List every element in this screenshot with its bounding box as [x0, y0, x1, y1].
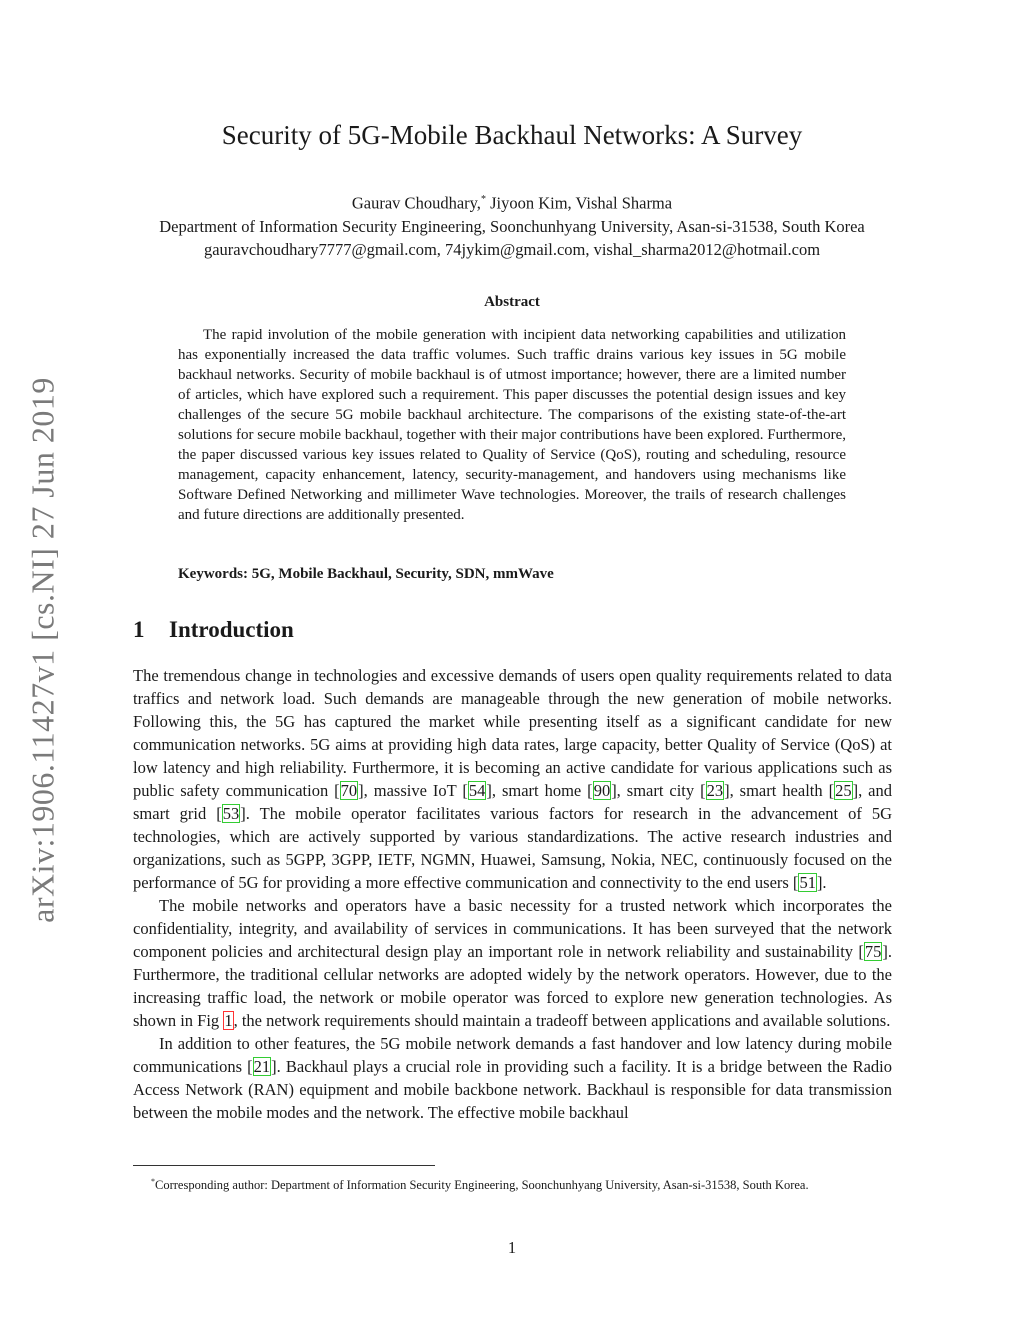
paragraph-2	[133, 894, 892, 1032]
paper-title: Security of 5G-Mobile Backhaul Networks: A Survey	[221, 120, 803, 150]
citation-link[interactable]: 21	[253, 1057, 271, 1076]
text-run: In addition to other features, the 5G mobile network demands a fast handover and low latency during mobile communications [	[133, 1034, 892, 1076]
section-number: 1	[133, 617, 145, 642]
text-run: ], massive IoT [	[358, 781, 468, 800]
footnote-text: Corresponding author: Department of Information Security Engineering, Soonchunhyang University, Asan-si-31538, South Korea.	[155, 1178, 809, 1193]
author-block	[0, 188, 1024, 261]
citation-link[interactable]: 90	[593, 781, 611, 800]
citation-link[interactable]: 25	[835, 781, 852, 800]
abstract-heading: Abstract	[484, 294, 540, 310]
page-number: 1	[507, 1238, 517, 1257]
author-1: Gaurav Choudhary,	[351, 193, 481, 213]
paragraph-1	[133, 664, 892, 894]
text-run: ], and smart grid [	[133, 781, 892, 823]
text-run: ], smart city [	[611, 781, 706, 800]
citation-link[interactable]: 51	[799, 873, 816, 892]
section-heading-introduction	[133, 617, 294, 643]
footnote-mark: *	[151, 1177, 155, 1186]
footnote	[133, 1172, 892, 1195]
text-run: ]. Backhaul plays a crucial role in providing such a facility. It is a bridge between the Radio Access Network (RAN) equipment and mobile backbone network. Backhaul is responsible for data transmission between the mobile modes and the network. The effective mobile backhaul	[133, 1057, 892, 1122]
text-run: ], smart home [	[486, 781, 593, 800]
keywords: Keywords: 5G, Mobile Backhaul, Security, SDN, mmWave	[178, 566, 554, 582]
author-emails: gauravchoudhary7777@gmail.com, 74jykim@gmail.com, vishal_sharma2012@hotmail.com	[203, 239, 821, 259]
author-names	[0, 188, 1024, 215]
footnote-divider	[133, 1165, 435, 1166]
text-run: ]. The mobile operator facilitates various factors for research in the advancement of 5G technologies, which are actively supported by various standardizations. The active research industries and organizations, such as 5GPP, 3GPP, IETF, NGMN, Huawei, Samsung, Nokia, NEC, continuously focused on the performance of 5G for providing a more effective communication and connectivity to the end users [	[133, 804, 893, 892]
text-run: The tremendous change in technologies and excessive demands of users open quality requirements related to data traffics and network load. Such demands are manageable through the new generation of mobile networks. Following this, the 5G has captured the market while presenting itself as a significant candidate for new communication networks. 5G aims at providing high data rates, large capacity, better Quality of Service (QoS) at low latency and high reliability. Furthermore, it is becoming an active candidate for various applications such as public safety communication [	[133, 666, 892, 800]
text-run: ].	[816, 873, 827, 892]
section-title: Introduction	[169, 617, 294, 642]
arxiv-identifier-stamp: arXiv:1906.11427v1 [cs.NI] 27 Jun 2019	[24, 377, 61, 923]
citation-link[interactable]: 75	[864, 942, 882, 961]
paragraph-3	[133, 1032, 892, 1124]
abstract-text: The rapid involution of the mobile generation with incipient data networking capabilities and utilization has exponentially increased the data traffic volumes. Such traffic drains various key issues in 5G mobile backhaul networks. Security of mobile backhaul is of utmost importance; however, there are a limited number of articles, which have explored such a requirement. This paper discusses the potential design issues and key challenges of the secure 5G mobile backhaul architecture. The comparisons of the existing state-of-the-art solutions for secure mobile backhaul, together with their major contributions have been explored. Furthermore, the paper discussed various key issues related to Quality of Service (QoS), routing and scheduling, resource management, capacity enhancement, latency, security-management, and handovers using mechanisms like Software Defined Networking and millimeter Wave technologies. Moreover, the trails of research challenges and future directions are additionally presented.	[178, 327, 846, 523]
text-run: , the network requirements should maintain a tradeoff between applications and available solutions.	[233, 1011, 891, 1030]
figure-reference-link[interactable]: 1	[224, 1011, 233, 1030]
corresponding-author-mark[interactable]: *	[480, 194, 486, 205]
text-run: ], smart health [	[724, 781, 835, 800]
citation-link[interactable]: 70	[340, 781, 358, 800]
citation-link[interactable]: 53	[222, 804, 240, 823]
text-run: The mobile networks and operators have a basic necessity for a trusted network which incorporates the confidentiality, integrity, and availability of services in communications. It has been surveyed that the network component policies and architectural design play an important role in network reliability and sustainability [	[133, 896, 892, 961]
other-authors: Jiyoon Kim, Vishal Sharma	[485, 193, 673, 213]
affiliation: Department of Information Security Engineering, Soonchunhyang University, Asan-si-31538, South Korea	[159, 216, 865, 236]
introduction-body	[133, 664, 892, 1124]
citation-link[interactable]: 23	[706, 781, 724, 800]
citation-link[interactable]: 54	[468, 781, 486, 800]
text-run: ]. Furthermore, the traditional cellular networks are adopted widely by the network operators. However, due to the increasing traffic load, the network or mobile operator was forced to explore new generation technologies. As shown in Fig	[133, 942, 892, 1030]
